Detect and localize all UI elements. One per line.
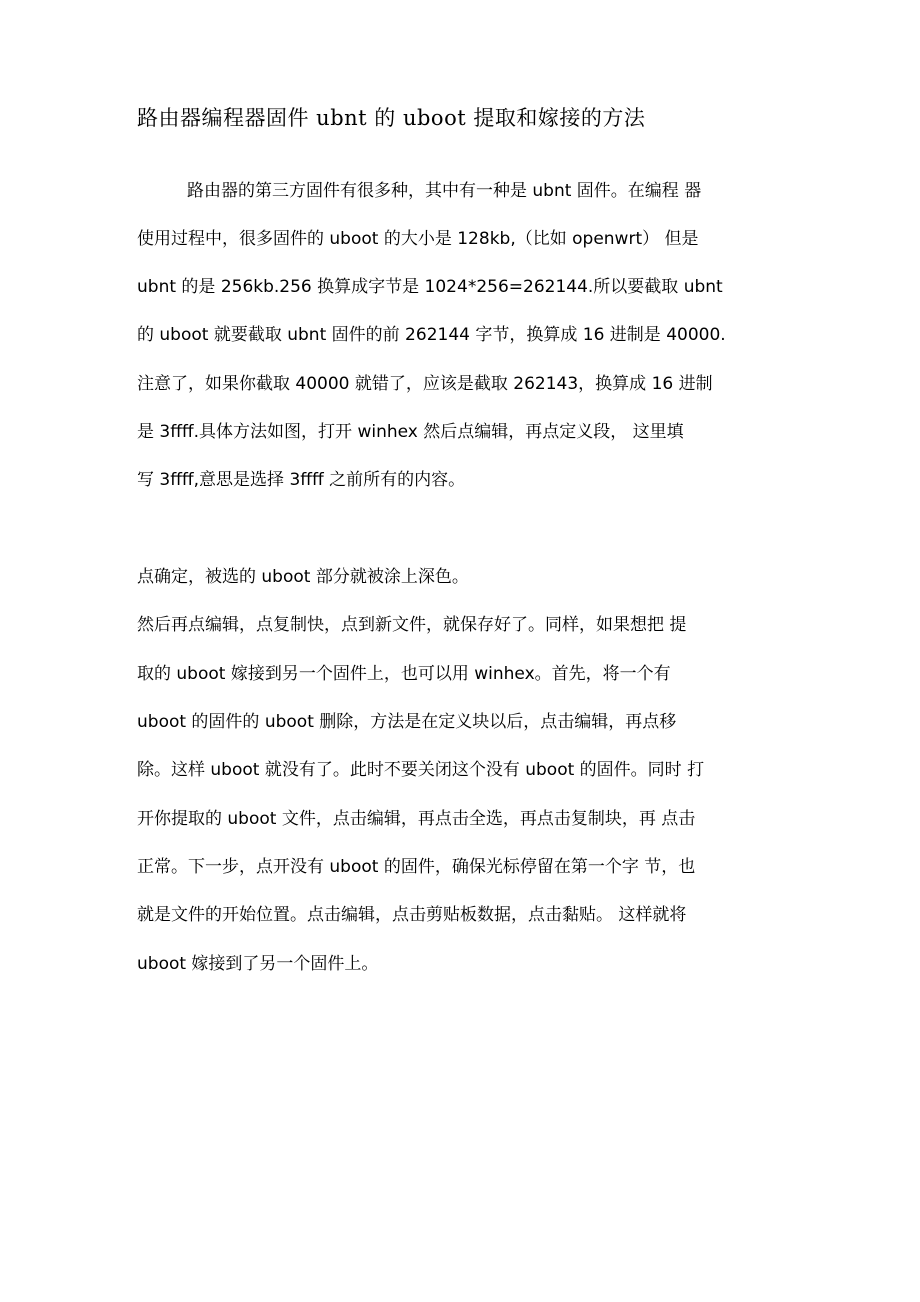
paragraph-1-line-2: 使用过程中，很多固件的 uboot 的大小是 128kb,（比如 openwrt） 但是	[137, 229, 699, 249]
paragraph-1-line-4: 的 uboot 就要截取 ubnt 固件的前 262144 字节，换算成 16 进制是 40000.	[137, 325, 726, 345]
paragraph-2-line-6: 开你提取的 uboot 文件，点击编辑，再点击全选，再点击复制块，再 点击	[137, 809, 696, 829]
document-title: 路由器编程器固件 ubnt 的 uboot 提取和嫁接的方法	[137, 106, 646, 130]
paragraph-2-line-2: 然后再点编辑，点复制快，点到新文件，就保存好了。同样，如果想把 提	[137, 615, 687, 635]
paragraph-2-line-1: 点确定，被选的 uboot 部分就被涂上深色。	[137, 567, 469, 587]
paragraph-2-line-4: uboot 的固件的 uboot 删除，方法是在定义块以后，点击编辑，再点移	[137, 712, 677, 732]
paragraph-1-line-7: 写 3ffff,意思是选择 3ffff 之前所有的内容。	[137, 470, 466, 490]
paragraph-1-line-1: 路由器的第三方固件有很多种，其中有一种是 ubnt 固件。在编程 器	[187, 181, 702, 201]
paragraph-2-line-8: 就是文件的开始位置。点击编辑，点击剪贴板数据，点击黏贴。 这样就将	[137, 905, 687, 925]
paragraph-2-line-7: 正常。下一步，点开没有 uboot 的固件，确保光标停留在第一个字 节，也	[137, 857, 696, 877]
paragraph-1-line-5: 注意了，如果你截取 40000 就错了，应该是截取 262143，换算成 16 进制	[137, 374, 713, 394]
paragraph-2-line-3: 取的 uboot 嫁接到另一个固件上，也可以用 winhex。首先，将一个有	[137, 664, 671, 684]
paragraph-2-line-5: 除。这样 uboot 就没有了。此时不要关闭这个没有 uboot 的固件。同时 打	[137, 760, 705, 780]
paragraph-1-line-3: ubnt 的是 256kb.256 换算成字节是 1024*256=262144.所以要截取 ubnt	[137, 277, 723, 297]
paragraph-2-line-9: uboot 嫁接到了另一个固件上。	[137, 954, 379, 974]
paragraph-1-line-6: 是 3ffff.具体方法如图，打开 winhex 然后点编辑，再点定义段， 这里填	[137, 422, 684, 442]
